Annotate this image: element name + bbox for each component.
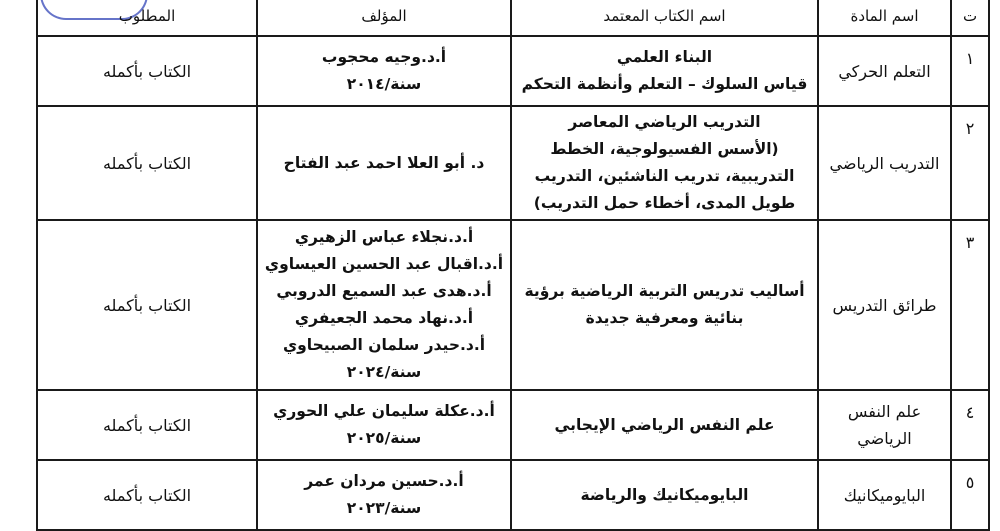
author-line: أ.د.اقبال عبد الحسين العيساوي (264, 255, 504, 273)
author-line: أ.د.حيدر سلمان الصبيحاوي (282, 336, 486, 354)
book-cell (511, 460, 818, 530)
author-cell (257, 106, 511, 220)
subject-cell: التدريب الرياضي (818, 106, 951, 220)
subject-cell: البايوميكانيك (818, 460, 951, 530)
table-row (37, 106, 989, 220)
author-line: أ.د.عكلة سليمان علي الحوري (273, 402, 495, 420)
header-book: اسم الكتاب المعتمد (511, 0, 818, 36)
row-number: ٢ (951, 106, 989, 220)
author-cell (257, 460, 511, 530)
author-line: أ.د.هدى عبد السميع الدروبي (276, 282, 492, 300)
book-cell (511, 106, 818, 220)
books-table (36, 0, 990, 531)
book-line: (الأسس الفسيولوجية، الخطط (550, 140, 779, 158)
required-cell: الكتاب بأكمله (37, 390, 257, 460)
required-cell: الكتاب بأكمله (37, 460, 257, 530)
author-line: أ.د.حسين مردان عمر (304, 472, 464, 490)
table-row (37, 36, 989, 106)
author-line: أ.د.نهاد محمد الجعيفري (294, 309, 474, 327)
row-number: ٣ (951, 220, 989, 390)
book-line: أساليب تدريس التربية الرياضية برؤية (524, 282, 805, 300)
author-line: د. أبو العلا احمد عبد الفتاح (283, 153, 485, 172)
author-line: أ.د.نجلاء عباس الزهيري (294, 228, 474, 246)
header-required: المطلوب (37, 0, 257, 36)
book-line: التدريبية، تدريب الناشئين، التدريب (534, 167, 795, 185)
table-row (37, 220, 989, 390)
row-number: ٤ (951, 390, 989, 460)
table-row (37, 460, 989, 530)
header-author: المؤلف (257, 0, 511, 36)
row-number: ٥ (951, 460, 989, 530)
author-line: سنة/٢٠٢٥ (346, 429, 422, 447)
author-cell (257, 390, 511, 460)
required-cell: الكتاب بأكمله (37, 106, 257, 220)
book-line: البايوميكانيك والرياضة (580, 485, 749, 504)
subject-cell: التعلم الحركي (818, 36, 951, 106)
book-cell (511, 36, 818, 106)
table-row (37, 390, 989, 460)
table-header-row (37, 0, 989, 36)
required-cell: الكتاب بأكمله (37, 36, 257, 106)
book-line: التدريب الرياضي المعاصر (568, 113, 761, 131)
author-line: سنة/٢٠٢٣ (346, 499, 422, 517)
book-line: طويل المدى، أخطاء حمل التدريب) (533, 194, 796, 212)
author-line: سنة/٢٠٢٤ (346, 363, 422, 381)
book-cell (511, 220, 818, 390)
row-number: ١ (951, 36, 989, 106)
author-line: سنة/٢٠١٤ (346, 75, 422, 93)
author-line: أ.د.وجيه محجوب (321, 48, 447, 66)
subject-cell: طرائق التدريس (818, 220, 951, 390)
author-cell (257, 36, 511, 106)
book-line: علم النفس الرياضي الإيجابي (554, 415, 775, 434)
required-cell: الكتاب بأكمله (37, 220, 257, 390)
book-line: بنائية ومعرفية جديدة (585, 309, 744, 327)
author-cell (257, 220, 511, 390)
book-line: البناء العلمي (616, 48, 713, 66)
book-line: قياس السلوك – التعلم وأنظمة التحكم (521, 75, 808, 93)
header-subject: اسم المادة (818, 0, 951, 36)
header-num: ت (951, 0, 989, 36)
book-cell (511, 390, 818, 460)
subject-cell: علم النفس الرياضي (818, 390, 951, 460)
